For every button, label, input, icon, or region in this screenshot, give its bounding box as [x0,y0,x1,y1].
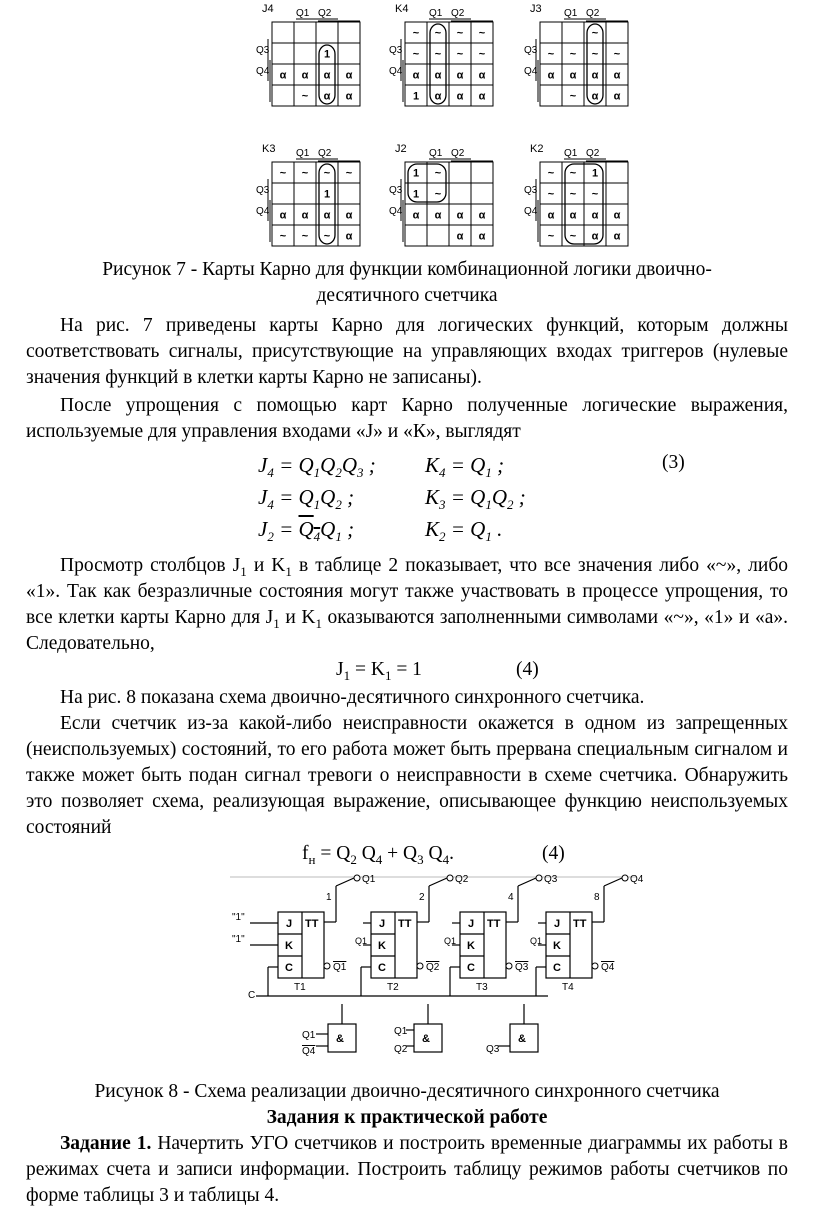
kmap-cell: α [456,69,464,82]
kmap-cell: ~ [412,48,420,61]
kmap-cell: ~ [591,27,599,40]
svg-text:Q1: Q1 [394,1026,408,1037]
kmap-q2-label: Q2 [586,148,600,159]
svg-text:Q4: Q4 [302,1046,316,1057]
flipflop-label: T4 [562,982,574,993]
para3-part-e: оказываются заполненными символами «~», «1» и «a». Следовательно, [26,607,788,654]
output-number: 1 [326,892,332,903]
tt-label: TT [573,918,587,930]
and-gate-2 [414,1004,442,1052]
q-output-label: Q4 [630,874,644,885]
kmap-q2-label: Q2 [318,8,332,19]
kmap-j4 [256,3,360,106]
paragraph-4: На рис. 8 показана схема двоично-десятичного синхронного счетчика. [60,687,645,708]
and-gate-3 [510,1004,538,1052]
kmap-title: J4 [262,3,274,15]
equation-j3: $J_4 = Q_1Q_2$ ; [258,485,355,513]
q-output-label: Q2 [455,874,469,885]
kmap-cell: ~ [345,167,353,180]
kmap-cell: α [345,90,353,103]
svg-text:K: K [467,940,475,952]
paragraph-2: После упрощения с помощью карт Карно полученные логические выражения, используемые для управления входами «J» и «К», выглядят [26,395,788,442]
kmap-cell: α [323,209,331,222]
fig7-caption-line1: Рисунок 7 - Карты Карно для функции комбинационной логики двоично- [102,259,712,280]
q-inverted-label: Q2 [426,962,440,973]
kmap-cell: ~ [547,188,555,201]
paragraph-5: Если счетчик из-за какой-либо неисправности окажется в одном из запрещенных (неиспользуемых) состояний, то его работа может быть прервана специальным сигналом и также может быть подан сигнал тревоги о неисправности в схеме счетчика. Обнаружить это позволяет схема, реализующая выражение, описывающее функцию неиспользуемых состояний [26,713,788,838]
kmap-cell: ~ [323,167,331,180]
equation-j2: $J_2 = Q_4Q_1$ ; [258,517,355,545]
and-symbol: & [518,1033,526,1045]
svg-text:K: K [285,940,293,952]
fig7-caption [26,257,788,309]
kmap-cell: α [456,90,464,103]
kmap-q1-label: Q1 [296,148,310,159]
svg-text:Q2: Q2 [394,1044,408,1055]
kmap-j2 [389,143,493,246]
kmap-title: J3 [530,3,542,15]
kmap-cell: α [345,230,353,243]
svg-text:J: J [379,918,386,930]
kmap-cell: ~ [412,27,420,40]
and-gate-1 [328,1004,356,1052]
kmap-cell: α [478,209,486,222]
tt-label: TT [305,918,319,930]
kmap-cell: α [323,90,331,103]
kmap-cell: α [613,90,621,103]
kmap-cell: α [569,209,577,222]
svg-text:C: C [285,962,293,974]
kmap-cell: α [613,69,621,82]
task1-text: Начертить УГО счетчиков и построить временные диаграммы их работы в режимах счета и записи информации. Построить таблицу режимов работы счетчиков по форме таблицы 3 и таблицы 4. [26,1133,788,1206]
svg-text:Q3: Q3 [486,1044,500,1055]
kmap-k4 [389,3,493,106]
kmap-cell: ~ [478,27,486,40]
kmap-cell: α [301,69,309,82]
kmap-cell: ~ [301,167,309,180]
para3-part-d: и K [279,607,316,628]
kmap-title: J2 [395,143,407,155]
task1-label: Задание 1. [60,1133,152,1154]
kmap-cell: ~ [456,27,464,40]
section-title: Задания к практической работе [266,1107,548,1128]
para3-part-c: в таблице 2 показывает, что все значения либо «~», либо «1». Так как безразличные состояния могут также участвовать в процессе упрощения, то все клетки карты Карно для J [26,555,788,628]
tt-label: TT [487,918,501,930]
para3-part-a: Просмотр столбцов J [60,555,241,576]
kmap-j3 [524,3,628,106]
counter-circuit-figure [228,874,644,1066]
kmap-cell: ~ [456,48,464,61]
kmap-cell: ~ [613,48,621,61]
q-inverted-label: Q4 [601,962,615,973]
kmap-cell: ~ [478,48,486,61]
output-number: 8 [594,892,600,903]
kmap-q1-label: Q1 [296,8,310,19]
output-number: 4 [508,892,514,903]
karnaugh-maps-figure [0,0,816,250]
kmap-cell: ~ [547,48,555,61]
and-symbol: & [336,1033,344,1045]
equation-number-4b: (4) [542,843,565,864]
flipflop-t2 [361,874,469,996]
kmap-cell: ~ [569,90,577,103]
q-inverted-label: Q1 [333,962,347,973]
kmap-cell: ~ [434,48,442,61]
svg-text:J: J [468,918,475,930]
kmap-q1-label: Q1 [564,148,578,159]
svg-text:Q1: Q1 [302,1030,316,1041]
svg-text:Q1: Q1 [444,936,457,946]
svg-text:C: C [553,962,561,974]
svg-text:Q1: Q1 [530,936,543,946]
kmap-cell: 1 [323,188,331,201]
and-symbol: & [422,1033,430,1045]
kmap-cell: α [301,209,309,222]
kmap-cell: α [591,69,599,82]
kmap-cell: 1 [412,90,420,103]
kmap-cell: 1 [591,167,599,180]
flipflop-label: T1 [294,982,306,993]
kmap-q4-label: Q4 [389,66,403,77]
fig7-caption-line2: десятичного счетчика [316,285,498,306]
svg-text:C: C [467,962,475,974]
svg-text:Q1: Q1 [355,936,368,946]
kmap-cell: α [478,230,486,243]
equation-j4: $J_4 = Q_1Q_2Q_3$ ; [258,453,376,481]
one-input-j: "1" [232,912,245,923]
kmap-cell: ~ [569,188,577,201]
kmap-cell: α [613,230,621,243]
kmap-cell: α [279,69,287,82]
kmap-cell: ~ [301,90,309,103]
kmap-q1-label: Q1 [429,148,443,159]
kmap-cell: ~ [569,48,577,61]
equation-k3: $K_3 = Q_1Q_2$ ; [425,485,526,513]
svg-text:J: J [554,918,561,930]
kmap-cell: α [323,69,331,82]
svg-text:C: C [378,962,386,974]
equation-k4: $K_4 = Q_1$ ; [425,453,505,481]
kmap-cell: α [591,90,599,103]
q-inverted-label: Q3 [515,962,529,973]
tt-label: TT [398,918,412,930]
flipflop-label: T3 [476,982,488,993]
equation-number-3: (3) [662,452,685,473]
kmap-cell: α [613,209,621,222]
flipflop-t4 [536,874,644,996]
kmap-cell: ~ [434,27,442,40]
svg-text:J: J [286,918,293,930]
kmap-k3 [256,143,360,246]
equation-number-4: (4) [516,659,539,680]
svg-text:K: K [553,940,561,952]
kmap-cell: ~ [547,167,555,180]
flipflop-t3 [450,874,561,996]
paragraph-1: На рис. 7 приведены карты Карно для логических функций, которым должны соответствовать сигналы, присутствующие на управляющих входах триггеров (нулевые значения функций в клетки карты Карно не записаны). [26,315,788,388]
kmap-cell: α [547,209,555,222]
kmap-cell: α [456,209,464,222]
kmap-cell: α [478,69,486,82]
kmap-cell: α [591,230,599,243]
kmap-cell: α [434,90,442,103]
kmap-cell: α [279,209,287,222]
kmap-cell: α [478,90,486,103]
kmap-cell: 1 [323,48,331,61]
kmap-q4-label: Q4 [524,206,538,217]
kmap-title: K3 [262,143,276,155]
task-1 [26,1131,788,1209]
kmap-cell: ~ [279,230,287,243]
kmap-cell: ~ [323,230,331,243]
kmap-q4-label: Q4 [389,206,403,217]
kmap-cell: ~ [591,48,599,61]
kmap-cell: α [456,230,464,243]
kmap-q2-label: Q2 [318,148,332,159]
clock-label: C [248,990,256,1001]
kmap-cell: α [412,69,420,82]
equation-j1-k1: $J_1 = K_1 = 1$ [336,659,422,683]
kmap-cell: ~ [591,188,599,201]
kmap-q4-label: Q4 [524,66,538,77]
q-output-label: Q3 [544,874,558,885]
kmap-cell: α [345,209,353,222]
equation-fn: $f_н = Q_2$ $Q_4 + Q_3$ $Q_4$. [302,843,454,867]
kmap-title: K4 [395,3,409,15]
fig8-caption: Рисунок 8 - Схема реализации двоично-десятичного синхронного счетчика [94,1081,720,1102]
kmap-q1-label: Q1 [564,8,578,19]
para3-part-b: и K [246,555,286,576]
one-input-k: "1" [232,934,245,945]
kmap-cell: ~ [547,230,555,243]
q-output-label: Q1 [362,874,376,885]
kmap-cell: ~ [279,167,287,180]
kmap-cell: α [591,209,599,222]
flipflop-t1 [268,874,376,996]
kmap-cell: α [569,69,577,82]
kmap-title: K2 [530,143,544,155]
kmap-cell: α [547,69,555,82]
flipflop-label: T2 [387,982,399,993]
kmap-cell: α [434,209,442,222]
kmap-q3-label: Q3 [256,45,270,56]
kmap-q4-label: Q4 [256,206,270,217]
kmap-cell: 1 [412,167,420,180]
kmap-cell: ~ [569,167,577,180]
kmap-q2-label: Q2 [451,148,465,159]
kmap-cell: ~ [434,167,442,180]
equation-k2: $K_2 = Q_1$ . [425,517,503,545]
kmap-q3-label: Q3 [389,45,403,56]
kmap-q4-label: Q4 [256,66,270,77]
kmap-cell: ~ [434,188,442,201]
kmap-q1-label: Q1 [429,8,443,19]
paragraph-3: Просмотр столбцов $J_1$ и $K_1$ в таблице 2 показывает, что все значения либо «~», либо «1». Так как безразличные состояния могут также участвовать в процессе упрощения, то все клетки карты Карно для $J_1$ и $K_1$ оказываются заполненными символами «~», «1» и «a». Следовательно, [26,555,788,654]
kmap-q2-label: Q2 [451,8,465,19]
kmap-cell: α [345,69,353,82]
kmap-cell: α [412,209,420,222]
kmap-cell: ~ [301,230,309,243]
kmap-cell: ~ [569,230,577,243]
kmap-q3-label: Q3 [524,185,538,196]
kmap-cell: α [434,69,442,82]
svg-text:K: K [378,940,386,952]
kmap-k2 [524,143,628,246]
kmap-cell: 1 [412,188,420,201]
kmap-q3-label: Q3 [524,45,538,56]
kmap-q3-label: Q3 [256,185,270,196]
kmap-q2-label: Q2 [586,8,600,19]
output-number: 2 [419,892,425,903]
kmap-q3-label: Q3 [389,185,403,196]
